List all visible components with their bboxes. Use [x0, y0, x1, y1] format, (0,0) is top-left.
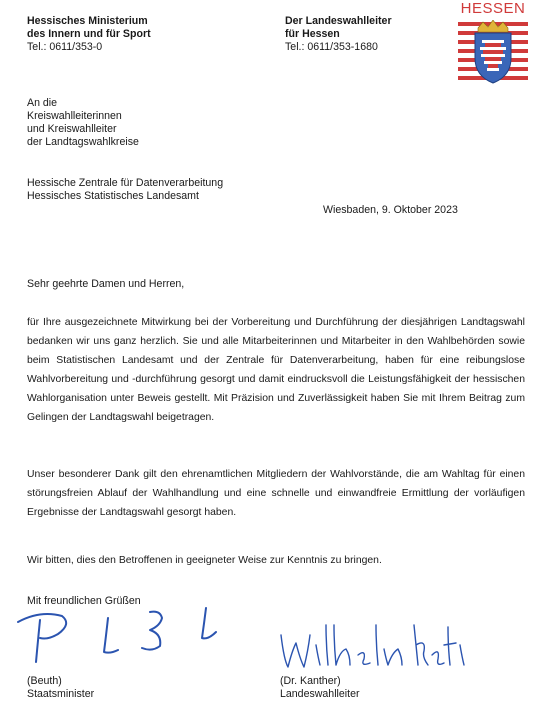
recipient-line: An die — [27, 97, 58, 109]
sender-officer-line2: für Hessen — [285, 28, 340, 40]
sender-ministry-line1: Hessisches Ministerium — [27, 15, 148, 27]
closing-greeting: Mit freundlichen Grüßen — [27, 595, 141, 607]
hessen-coat-of-arms-icon — [458, 20, 528, 86]
sender-block-ministry — [27, 15, 151, 54]
hessen-logo-word: HESSEN — [460, 0, 526, 17]
body-paragraph-2: Unser besonderer Dank gilt den ehrenamtlichen Mitgliedern der Wahlvorstände, die am Wahltag für einen störungsfreien Ablauf der Wahlhandlung und eine schnelle und einwandfreie Ermittlung der vorläufigen Ergebnisse der Landtagswahl gesorgt haben. — [27, 469, 525, 518]
recipient-line: der Landtagswahlkreise — [27, 136, 139, 148]
recipient-line: und Kreiswahlleiter — [27, 123, 117, 135]
signature-right-image — [276, 615, 471, 677]
sender-officer-tel: Tel.: 0611/353-1680 — [285, 41, 378, 53]
sender-ministry-tel: Tel.: 0611/353-0 — [27, 41, 103, 53]
date-line: Wiesbaden, 9. Oktober 2023 — [323, 204, 458, 216]
sender-officer-line1: Der Landeswahlleiter — [285, 15, 392, 27]
signer-right-name: (Dr. Kanther) — [280, 675, 341, 687]
signer-right — [280, 675, 360, 701]
signer-left-title: Staatsminister — [27, 688, 95, 700]
body-paragraph-3: Wir bitten, dies den Betroffenen in geeigneter Weise zur Kenntnis zu bringen. — [27, 555, 382, 566]
sender-ministry-line2: des Innern und für Sport — [27, 28, 151, 40]
signature-left-image — [10, 600, 225, 670]
signer-right-title: Landeswahlleiter — [280, 688, 360, 700]
sender-block-election-officer — [285, 15, 392, 54]
recipient-line: Hessisches Statistisches Landesamt — [27, 190, 199, 202]
recipient-block-agencies — [27, 177, 223, 203]
recipient-block-districts — [27, 97, 139, 149]
salutation: Sehr geehrte Damen und Herren, — [27, 278, 185, 290]
recipient-line: Kreiswahlleiterinnen — [27, 110, 122, 122]
signer-left-name: (Beuth) — [27, 675, 62, 687]
signer-left — [27, 675, 94, 701]
body-paragraph-1: für Ihre ausgezeichnete Mitwirkung bei der Vorbereitung und Durchführung der diesjährigen Landtagswahl bedanken wir uns ganz herzlich. Sie und alle Mitarbeiterinnen und Mitarbeiter in den Wahlbehörden sowie beim Statistischen Landesamt und der Zentrale für Datenverarbeitung, haben für eine reibungslose Wahlvorbereitung und -durchführung gesorgt und damit eindrucksvoll die Leistungsfähigkeit der hessischen Wahlorganisation unter Beweis gestellt. Mit Präzision und Zuverlässigkeit haben Sie mit Ihrem Beitrag zum Gelingen der Landtagswahl beigetragen. — [27, 317, 525, 423]
recipient-line: Hessische Zentrale für Datenverarbeitung — [27, 177, 224, 189]
